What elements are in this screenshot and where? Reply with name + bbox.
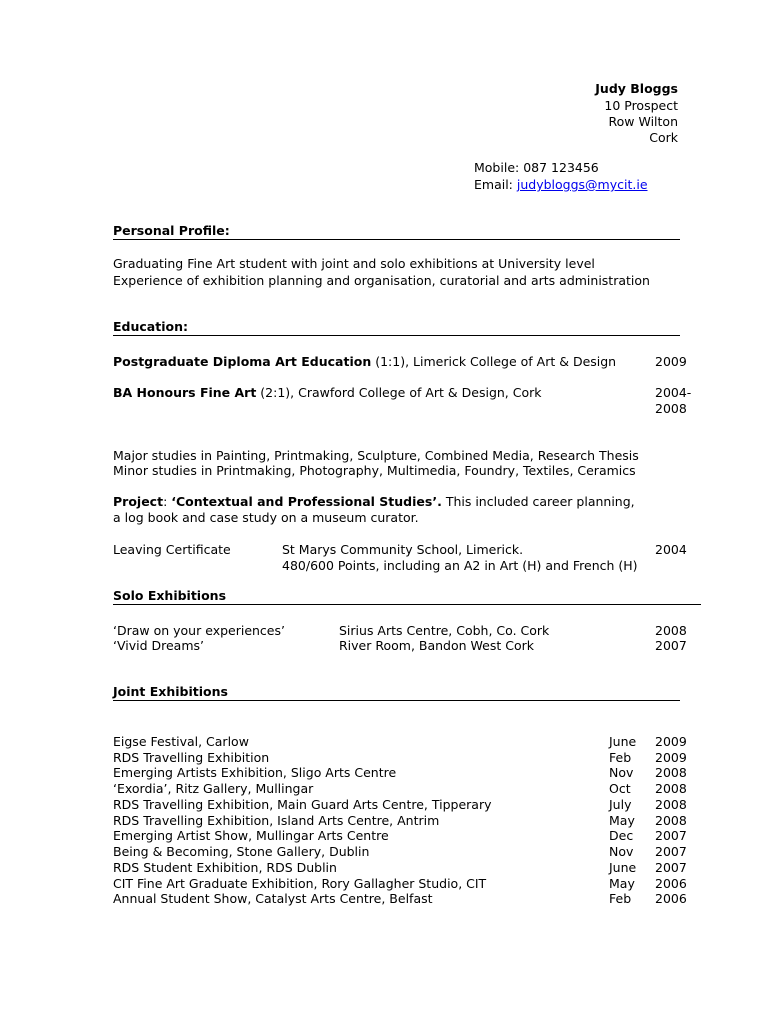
joint-venue: Being & Becoming, Stone Gallery, Dublin [113, 844, 370, 859]
joint-row [113, 891, 693, 907]
pg-diploma-year: 2009 [655, 354, 687, 369]
major-studies: Major studies in Painting, Printmaking, Sculpture, Combined Media, Research Thesis [113, 448, 639, 463]
joint-row [113, 781, 693, 797]
joint-month: Nov [609, 765, 634, 780]
address-line: 10 Prospect [604, 98, 678, 113]
project-colon: : [163, 494, 172, 509]
mobile-number: 087 123456 [523, 160, 599, 175]
joint-month: Nov [609, 844, 634, 859]
pg-diploma-title: Postgraduate Diploma Art Education [113, 354, 372, 369]
ba-year-end: 2008 [655, 401, 687, 416]
joint-row [113, 734, 693, 750]
mobile-label: Mobile: [474, 160, 520, 175]
joint-month: Dec [609, 828, 634, 843]
leaving-cert-points: 480/600 Points, including an A2 in Art (H) and French (H) [282, 558, 638, 573]
joint-row [113, 860, 693, 876]
joint-venue: CIT Fine Art Graduate Exhibition, Rory Gallagher Studio, CIT [113, 876, 487, 891]
email-link[interactable]: judybloggs@mycit.ie [516, 177, 648, 192]
section-divider [113, 700, 680, 701]
joint-month: May [609, 813, 635, 828]
address-line: Cork [649, 130, 678, 145]
email-label: Email: [474, 177, 513, 192]
minor-studies: Minor studies in Printmaking, Photography, Multimedia, Foundry, Textiles, Ceramics [113, 463, 636, 478]
joint-row [113, 797, 693, 813]
project-line-2: a log book and case study on a museum curator. [113, 510, 419, 525]
joint-row [113, 844, 693, 860]
section-divider [113, 604, 701, 605]
solo-venue: Sirius Arts Centre, Cobh, Co. Cork [339, 623, 550, 638]
section-divider [113, 335, 680, 336]
joint-heading: Joint Exhibitions [113, 684, 228, 699]
leaving-cert-school: St Marys Community School, Limerick. [282, 542, 524, 557]
joint-year: 2009 [655, 750, 687, 765]
joint-venue: RDS Travelling Exhibition, Island Arts Centre, Antrim [113, 813, 440, 828]
joint-year: 2008 [655, 765, 687, 780]
joint-month: Oct [609, 781, 631, 796]
joint-month: June [609, 860, 637, 875]
joint-year: 2006 [655, 876, 687, 891]
joint-row [113, 876, 693, 892]
profile-heading: Personal Profile: [113, 223, 230, 238]
joint-row [113, 828, 693, 844]
joint-year: 2008 [655, 781, 687, 796]
joint-venue: RDS Travelling Exhibition [113, 750, 270, 765]
joint-month: Feb [609, 750, 632, 765]
education-heading: Education: [113, 319, 188, 334]
joint-month: July [609, 797, 632, 812]
joint-venue: RDS Student Exhibition, RDS Dublin [113, 860, 337, 875]
profile-line: Experience of exhibition planning and organisation, curatorial and arts administration [113, 273, 650, 288]
joint-month: June [609, 734, 637, 749]
joint-month: Feb [609, 891, 632, 906]
joint-year: 2007 [655, 860, 687, 875]
joint-year: 2009 [655, 734, 687, 749]
joint-year: 2006 [655, 891, 687, 906]
project-line [113, 494, 635, 510]
solo-year: 2007 [655, 638, 687, 653]
joint-venue: Annual Student Show, Catalyst Arts Centre, Belfast [113, 891, 433, 906]
joint-year: 2008 [655, 797, 687, 812]
address-line: Row Wilton [608, 114, 678, 129]
contact-name: Judy Bloggs [595, 81, 678, 96]
joint-venue: RDS Travelling Exhibition, Main Guard Arts Centre, Tipperary [113, 797, 492, 812]
joint-row [113, 813, 693, 829]
project-title: ‘Contextual and Professional Studies’. [171, 494, 442, 509]
leaving-cert-label: Leaving Certificate [113, 542, 231, 557]
joint-venue: Eigse Festival, Carlow [113, 734, 249, 749]
joint-year: 2008 [655, 813, 687, 828]
mobile-line [474, 160, 599, 176]
profile-line: Graduating Fine Art student with joint and solo exhibitions at University level [113, 256, 595, 271]
joint-row [113, 765, 693, 781]
ba-detail: (2:1), Crawford College of Art & Design, Cork [256, 385, 542, 400]
joint-year: 2007 [655, 828, 687, 843]
solo-year: 2008 [655, 623, 687, 638]
pg-diploma-detail: (1:1), Limerick College of Art & Design [371, 354, 617, 369]
ba-year-start: 2004- [655, 385, 692, 400]
solo-title: ‘Draw on your experiences’ [113, 623, 285, 638]
joint-row [113, 750, 693, 766]
joint-month: May [609, 876, 635, 891]
solo-title: ‘Vivid Dreams’ [113, 638, 205, 653]
joint-venue: Emerging Artists Exhibition, Sligo Arts Centre [113, 765, 397, 780]
leaving-cert-year: 2004 [655, 542, 687, 557]
joint-year: 2007 [655, 844, 687, 859]
pg-diploma-entry [113, 354, 616, 370]
ba-title: BA Honours Fine Art [113, 385, 257, 400]
ba-entry [113, 385, 542, 401]
joint-venue: ‘Exordia’, Ritz Gallery, Mullingar [113, 781, 314, 796]
solo-heading: Solo Exhibitions [113, 588, 227, 603]
section-divider [113, 239, 680, 240]
project-label: Project [113, 494, 164, 509]
project-detail: This included career planning, [441, 494, 635, 509]
joint-venue: Emerging Artist Show, Mullingar Arts Centre [113, 828, 389, 843]
solo-venue: River Room, Bandon West Cork [339, 638, 534, 653]
email-line [474, 177, 648, 193]
